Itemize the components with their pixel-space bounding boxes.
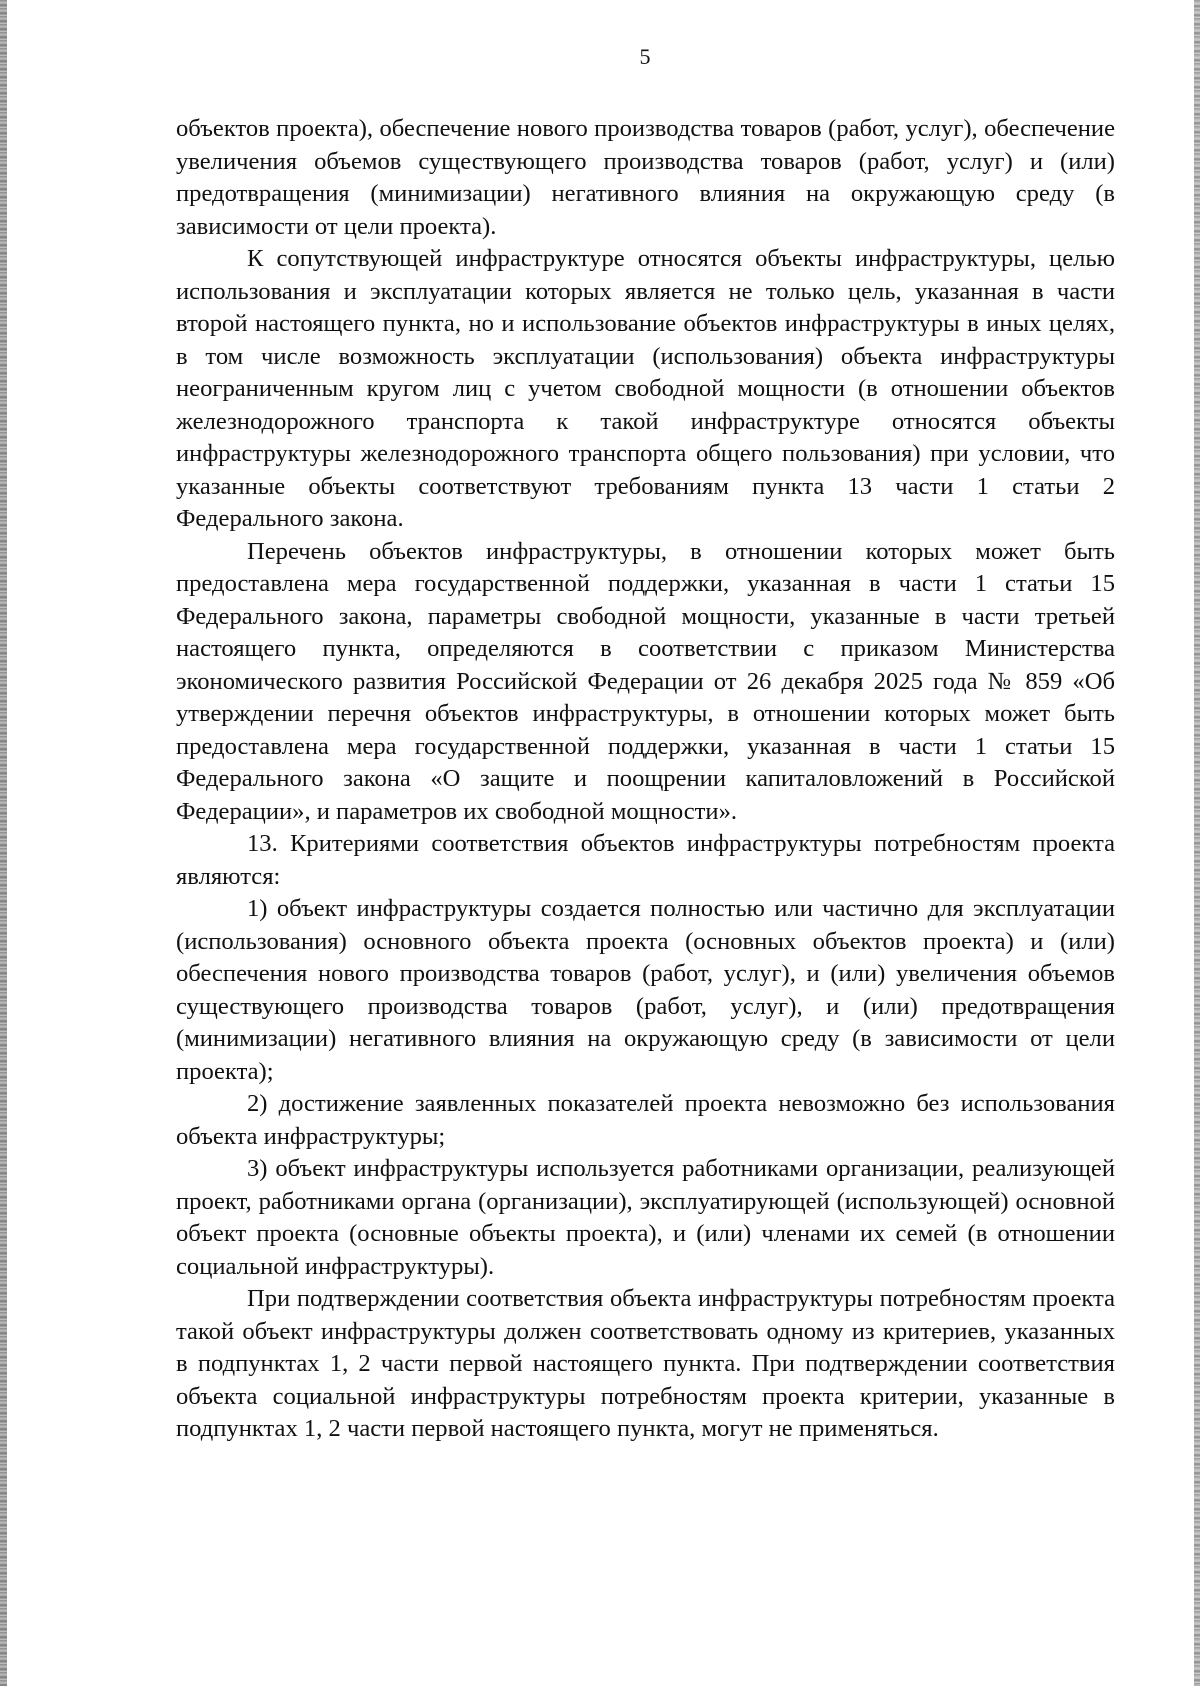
scan-right-edge bbox=[1194, 0, 1200, 1686]
paragraph-infrastructure-list: Перечень объектов инфраструктуры, в отношении которых может быть предоставлена мера государственной поддержки, указанная в части 1 статьи 15 Федерального закона, параметры свободной мощности, указанные в части третьей настоящего пункта, определяются в соответствии с приказом Министерства экономического развития Российской Федерации от 26 декабря 2025 года № 859 «Об утверждении перечня объектов инфраструктуры, в отношении которых может быть предоставлена мера государственной поддержки, указанная в части 1 статьи 15 Федерального закона «О защите и поощрении капиталовложений в Российской Федерации», и параметров их свободной мощности». bbox=[176, 537, 1115, 825]
paragraph-confirmation: При подтверждении соответствия объекта инфраструктуры потребностям проекта такой объект инфраструктуры должен соответствовать одному из критериев, указанных в подпунктах 1, 2 части первой настоящего пункта. При подтверждении соответствия объекта социальной инфраструктуры потребностям проекта критерии, указанные в подпунктах 1, 2 части первой настоящего пункта, могут не применяться. bbox=[176, 1285, 1115, 1442]
document-body bbox=[176, 113, 1115, 1446]
subitem-3: 3) объект инфраструктуры используется работниками организации, реализующей проект, работниками органа (организации), эксплуатирующей (использующей) основной объект проекта (основные объекты проекта), и (или) членами их семей (в отношении социальной инфраструктуры). bbox=[176, 1155, 1115, 1280]
paragraph-associated-infrastructure: К сопутствующей инфраструктуре относятся объекты инфраструктуры, целью использования и эксплуатации которых является не только цель, указанная в части второй настоящего пункта, но и использование объектов инфраструктуры в иных целях, в том числе возможность эксплуатации (использования) объекта инфраструктуры неограниченным кругом лиц с учетом свободной мощности (в отношении объектов железнодорожного транспорта к такой инфраструктуре относятся объекты инфраструктуры железнодорожного транспорта общего пользования) при условии, что указанные объекты соответствуют требованиям пункта 13 части 1 статьи 2 Федерального закона. bbox=[176, 245, 1115, 532]
subitem-1: 1) объект инфраструктуры создается полностью или частично для эксплуатации (использования) основного объекта проекта (основных объектов проекта) и (или) обеспечения нового производства товаров (работ, услуг), и (или) увеличения объемов существующего производства товаров (работ, услуг), и (или) предотвращения (минимизации) негативного влияния на окружающую среду (в зависимости от цели проекта); bbox=[176, 895, 1115, 1085]
paragraph-item-13: 13. Критериями соответствия объектов инфраструктуры потребностям проекта являются: bbox=[176, 830, 1115, 890]
subitem-2: 2) достижение заявленных показателей проекта невозможно без использования объекта инфраструктуры; bbox=[176, 1090, 1115, 1150]
page-number: 5 bbox=[639, 44, 651, 69]
paragraph-continuation: объектов проекта), обеспечение нового производства товаров (работ, услуг), обеспечение увеличения объемов существующего производства товаров (работ, услуг) и (или) предотвращения (минимизации) негативного влияния на окружающую среду (в зависимости от цели проекта). bbox=[176, 115, 1115, 240]
scan-left-edge bbox=[0, 0, 7, 1686]
